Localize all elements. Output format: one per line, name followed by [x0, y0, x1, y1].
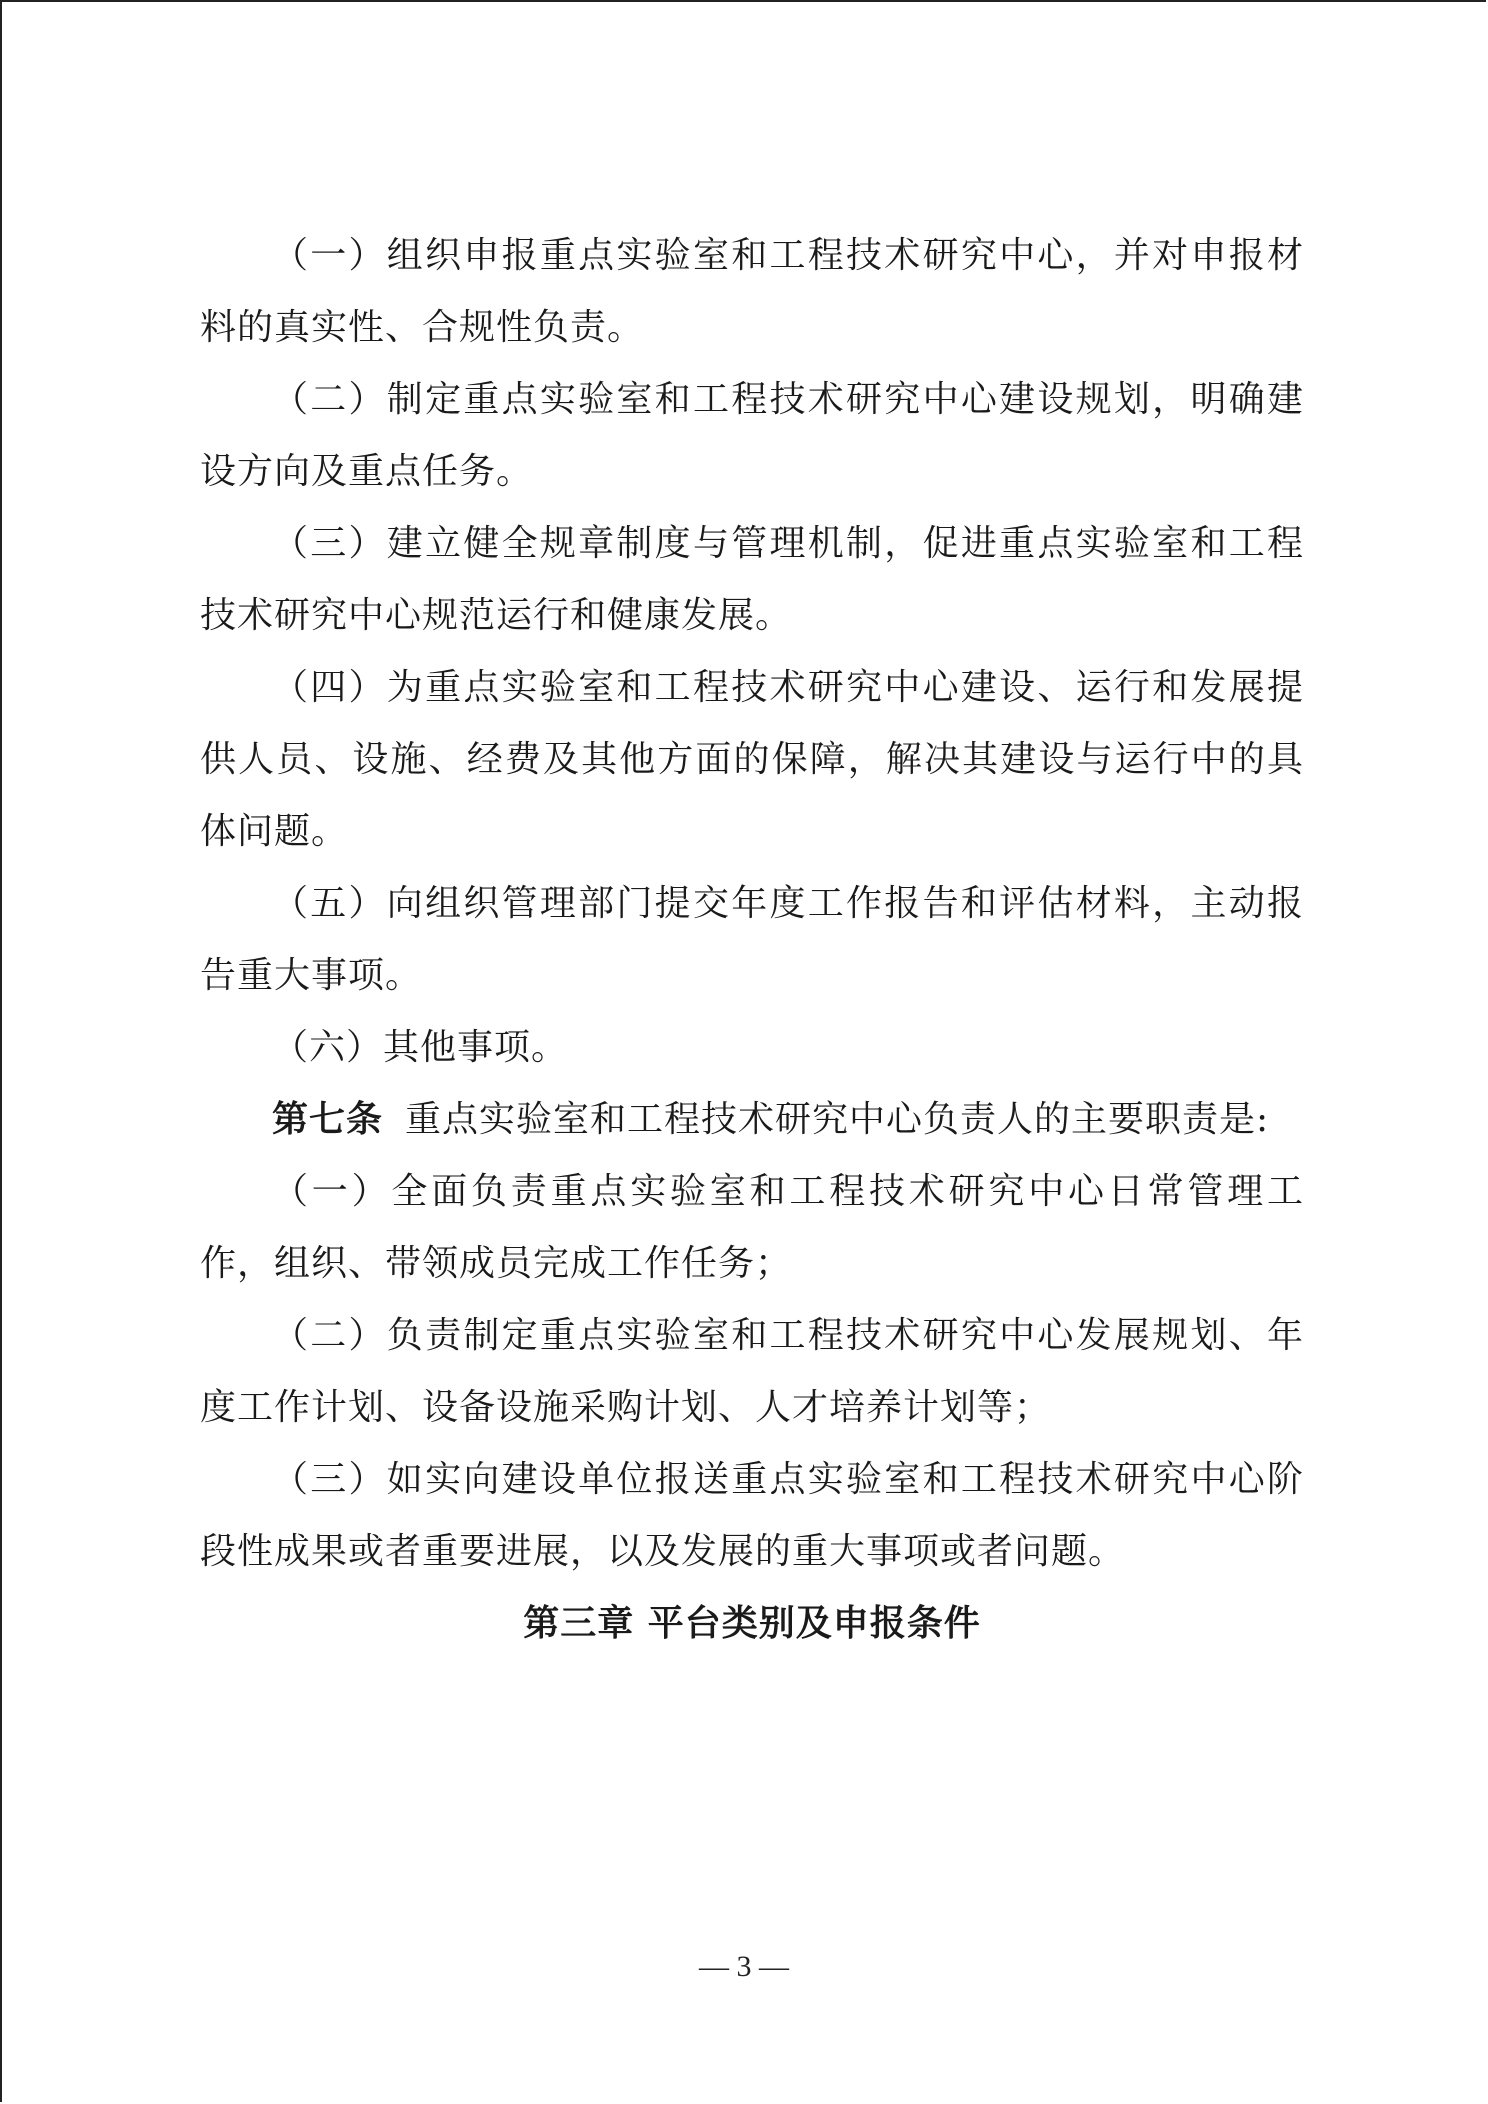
- article-7: [200, 1084, 1304, 1156]
- article-7-item-1: （一）全面负责重点实验室和工程技术研究中心日常管理工作，组织、带领成员完成工作任务；: [200, 1171, 1304, 1284]
- paragraph-item-1: （一）组织申报重点实验室和工程技术研究中心，并对申报材料的真实性、合规性负责。: [200, 235, 1304, 348]
- paragraph-item-3: （三）建立健全规章制度与管理机制，促进重点实验室和工程技术研究中心规范运行和健康发展。: [200, 523, 1304, 636]
- article-7-text: 重点实验室和工程技术研究中心负责人的主要职责是:: [405, 1099, 1270, 1140]
- chapter-heading: 第三章 平台类别及申报条件: [523, 1603, 981, 1644]
- article-7-item-3: （三）如实向建设单位报送重点实验室和工程技术研究中心阶段性成果或者重要进展，以及发展的重大事项或者问题。: [200, 1459, 1304, 1572]
- article-7-item-2: （二）负责制定重点实验室和工程技术研究中心发展规划、年度工作计划、设备设施采购计划、人才培养计划等；: [200, 1315, 1304, 1428]
- paragraph-item-5: （五）向组织管理部门提交年度工作报告和评估材料，主动报告重大事项。: [200, 883, 1304, 996]
- paragraph-item-6: （六）其他事项。: [272, 1027, 569, 1068]
- paragraph-item-2: （二）制定重点实验室和工程技术研究中心建设规划，明确建设方向及重点任务。: [200, 379, 1304, 492]
- document-body: [200, 220, 1304, 1660]
- article-7-label: 第七条: [272, 1099, 384, 1140]
- paragraph-item-4: （四）为重点实验室和工程技术研究中心建设、运行和发展提供人员、设施、经费及其他方面的保障，解决其建设与运行中的具体问题。: [200, 667, 1304, 852]
- page-number: — 3 —: [699, 1950, 789, 1983]
